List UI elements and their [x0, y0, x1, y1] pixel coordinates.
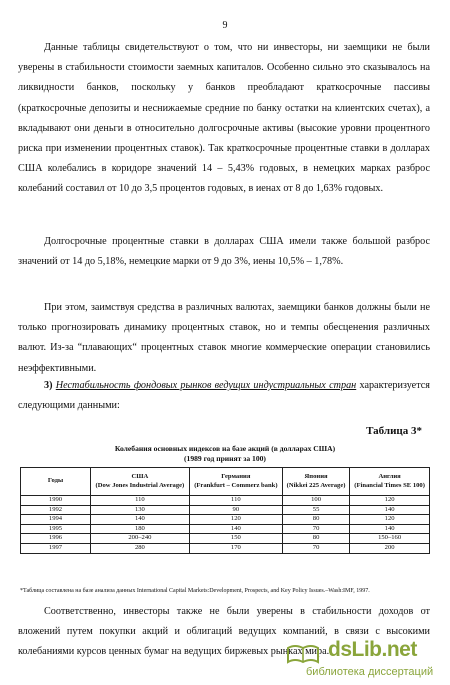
table-title-line1: Колебания основных индексов на базе акций (в долларах США) [114, 444, 336, 453]
index-table [20, 467, 430, 554]
watermark-subtitle: библиотека диссертаций [306, 666, 434, 678]
table-header-row [21, 468, 430, 496]
cell-japan: 80 [282, 534, 349, 544]
table-title-line2: (1989 год принят за 100) [184, 454, 266, 463]
final-paragraph: Соответственно, инвесторы также не были уверены в стабильности доходов от вложений путем покупки акций и облигаций ведущих компаний, в связи с высокими колебаниями курсов ценных бумаг на ведущих биржевых рынках мира. [18, 606, 430, 658]
cell-germany: 120 [189, 515, 282, 525]
cell-usa: 140 [91, 515, 190, 525]
cell-usa: 280 [91, 543, 190, 553]
table-row [21, 505, 430, 515]
cell-england: 140 [350, 524, 430, 534]
point-3-number: 3) [44, 380, 53, 391]
cell-germany: 90 [189, 505, 282, 515]
cell-year: 1990 [21, 496, 91, 506]
table-row [21, 543, 430, 553]
cell-england: 200 [350, 543, 430, 553]
header-years: Годы [21, 468, 91, 496]
cell-germany: 170 [189, 543, 282, 553]
cell-england: 140 [350, 505, 430, 515]
paragraph-1: Данные таблицы свидетельствуют о том, что ни инвесторы, ни заемщики не были уверены в стабильности стоимости заемных капиталов. Особенно сильно это сказывалось на ликвидности банков, поскольку у банков преобладают краткосрочные пассивы (краткосрочные депозиты и неснижаемые средние по банку остатки на клиентских счетах), а вкладывают они деньги в относительно долгосрочные активы (высокие уровни процентного риска при изменении процентных ставок). Так краткосрочные процентные ставки в долларах США колебались в коридоре значений 14 – 5,43% годовых, в немецких марках разброс колебаний составил от 10 до 3,5 процентов годовых, в иенах от 8 до 1,63% годовых. [18, 42, 430, 195]
cell-japan: 70 [282, 524, 349, 534]
cell-japan: 80 [282, 515, 349, 525]
cell-japan: 70 [282, 543, 349, 553]
table-row [21, 496, 430, 506]
cell-germany: 140 [189, 524, 282, 534]
cell-usa: 200–240 [91, 534, 190, 544]
table-footnote: *Таблица составлена на базе анализа данных International Capital Markets:Development, Prospects, and Key Policy Issues.–Wash:IMF, 1997. [20, 588, 370, 594]
cell-year: 1992 [21, 505, 91, 515]
point-3-title: Нестабильность фондовых рынков ведущих индустриальных стран [55, 380, 357, 391]
paragraph-2: Долгосрочные процентные ставки в долларах США имели также большой разброс значений от 14 до 5,18%, немецкие марки от 9 до 3%, иены 10,5% – 1,78%. [18, 236, 430, 268]
cell-japan: 55 [282, 505, 349, 515]
cell-japan: 100 [282, 496, 349, 506]
header-england: Англия (Financial Times SE 100) [350, 468, 430, 496]
table-label: Таблица 3* [366, 425, 422, 437]
cell-usa: 110 [91, 496, 190, 506]
cell-england: 120 [350, 515, 430, 525]
point-3-rest: характеризуется следующими данными: [18, 380, 430, 412]
watermark-logo: dsLib.net [328, 638, 417, 661]
page-number: 9 [222, 20, 228, 31]
header-usa: США (Dow Jones Industrial Average) [91, 468, 190, 496]
paragraph-3: При этом, заимствуя средства в различных валютах, заемщики банков должны были не только прогнозировать динамику процентных ставок, но и темпы обесценения различных валют. Из-за “плавающих“ процентных ставок многие коммерческие операции становились неэффективными. [18, 302, 430, 374]
point-3-paragraph [18, 376, 430, 416]
cell-usa: 130 [91, 505, 190, 515]
table-title [20, 444, 430, 464]
cell-year: 1994 [21, 515, 91, 525]
cell-usa: 180 [91, 524, 190, 534]
table-row [21, 515, 430, 525]
book-icon [286, 644, 320, 664]
header-japan: Япония (Nikkei 225 Average) [282, 468, 349, 496]
cell-year: 1996 [21, 534, 91, 544]
cell-year: 1997 [21, 543, 91, 553]
dslib-watermark[interactable] [284, 638, 444, 682]
cell-england: 150–160 [350, 534, 430, 544]
cell-year: 1995 [21, 524, 91, 534]
cell-england: 120 [350, 496, 430, 506]
table-row [21, 534, 430, 544]
cell-germany: 110 [189, 496, 282, 506]
cell-germany: 150 [189, 534, 282, 544]
table-row [21, 524, 430, 534]
header-germany: Германия (Frankfurt – Commerz bank) [189, 468, 282, 496]
